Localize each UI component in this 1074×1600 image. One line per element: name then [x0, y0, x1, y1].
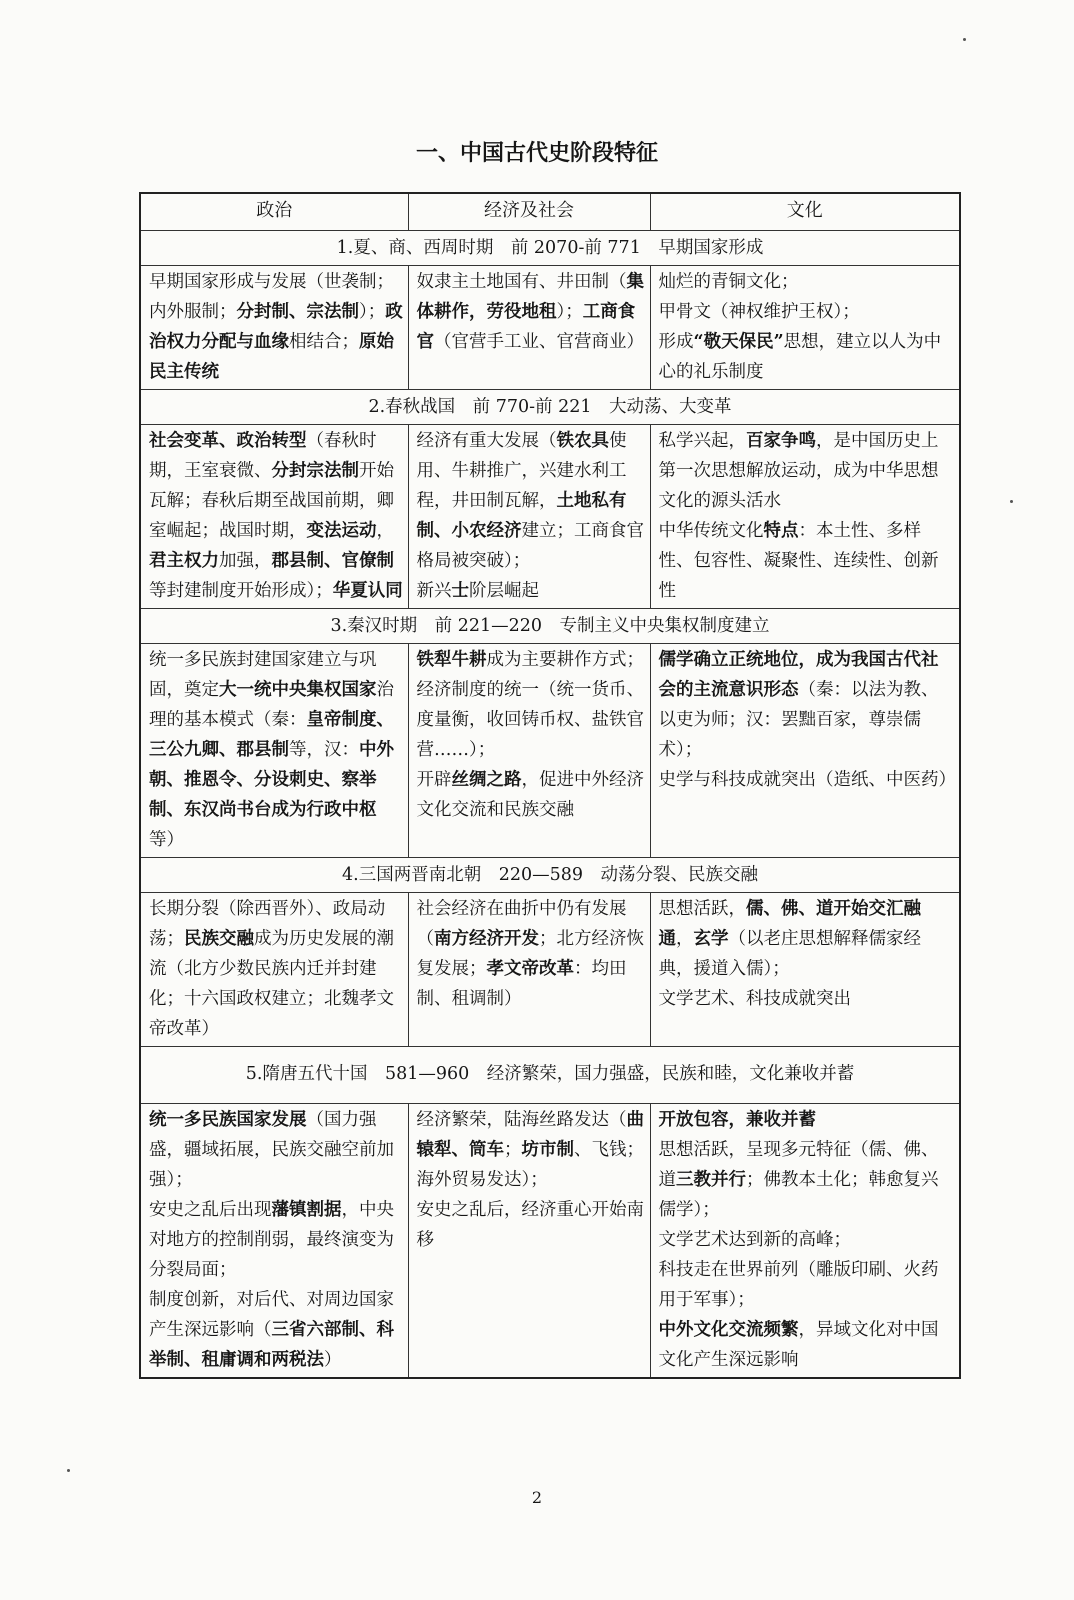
period-title: 1.夏、商、西周时期 前 2070-前 771 早期国家形成 [140, 231, 960, 266]
cell-text: ） [324, 1350, 342, 1370]
cell-text: 新兴 [416, 581, 452, 601]
cell-text: 使用、牛耕推广，兴建水利工程，井田制瓦解， [416, 431, 627, 511]
cell-text: ：均田制、租调制） [416, 959, 627, 1009]
emphasized-text: 南方经济开发 [434, 929, 539, 949]
cell-text: 相结合； [289, 332, 359, 352]
emphasized-text: 特点 [763, 521, 799, 541]
period-title: 4.三国两晋南北朝 220—589 动荡分裂、民族交融 [140, 858, 960, 893]
economy-cell [408, 266, 650, 390]
cell-text: ；北方经济恢复发展； [416, 929, 644, 979]
emphasized-text: 儒、佛、道开始交汇融通 [658, 899, 921, 949]
politics-cell [140, 266, 408, 390]
emphasized-text: 分封制、宗法制 [236, 302, 359, 322]
emphasized-text: 曲辕犁、筒车 [416, 1110, 644, 1160]
period-title: 2.春秋战国 前 770-前 221 大动荡、大变革 [140, 390, 960, 425]
cell-text: 阶层崛起 [469, 581, 539, 601]
page-number: 2 [531, 1488, 543, 1507]
emphasized-text: 士 [451, 581, 469, 601]
emphasized-text: 三教并行 [676, 1170, 746, 1190]
scan-speck [1010, 500, 1013, 503]
cell-text: 中华传统文化 [658, 521, 764, 541]
emphasized-text: 铁犁牛耕 [416, 650, 487, 670]
cell-text: 奴隶主土地国有、井田制（ [416, 272, 627, 292]
cell-text: ， [676, 929, 694, 949]
emphasized-text: 玄学 [693, 929, 729, 949]
emphasized-text: 工商食官 [416, 302, 636, 352]
emphasized-text: 三省六部制、科举制、租庸调和两税法 [149, 1320, 394, 1370]
cell-text: 安史之乱后出现 [149, 1200, 272, 1220]
cell-text: 经济繁荣，陆海丝路发达（ [416, 1110, 627, 1130]
cell-text: 思想活跃， [658, 899, 746, 919]
period-content-row [140, 893, 960, 1047]
history-table [139, 192, 961, 1379]
cell-text: 科技走在世界前列（雕版印刷、火药用于军事）； [658, 1260, 939, 1310]
politics-cell [140, 644, 408, 858]
period-title-row [140, 231, 960, 266]
cell-text: 经济有重大发展（ [416, 431, 557, 451]
emphasized-text: 孝文帝改革 [486, 959, 574, 979]
cell-text: 开辟 [416, 770, 452, 790]
emphasized-text: 集体耕作，劳役地租 [416, 272, 644, 322]
cell-text: 安史之乱后，经济重心开始南移 [416, 1200, 644, 1250]
cell-text: 经济制度的统一（统一货币、度量衡，收回铸币权、盐铁官营……）； [416, 680, 644, 760]
cell-text: （官营手工业、官营商业） [434, 332, 644, 352]
emphasized-text: 皇帝制度、三公九卿、郡县制 [149, 710, 394, 760]
emphasized-text: 君主权力 [149, 551, 219, 571]
cell-text: ，中央对地方的控制削弱，最终演变为分裂局面； [149, 1200, 394, 1280]
emphasized-text: 铁农具 [556, 431, 609, 451]
cell-text: 灿烂的青铜文化； [658, 272, 799, 292]
period-content-row [140, 644, 960, 858]
cell-text: ； [504, 1140, 522, 1160]
culture-cell [650, 893, 960, 1047]
cell-text: ，异域文化对中国文化产生深远影响 [658, 1320, 939, 1370]
period-title-row [140, 1047, 960, 1104]
header-economy-society: 经济及社会 [408, 193, 650, 231]
cell-text: 开始瓦解；春秋后期至战国前期，卿室崛起；战国时期， [149, 461, 394, 541]
cell-text: 文学艺术达到新的高峰； [658, 1230, 851, 1250]
emphasized-text: 中外朝、推恩令、分设刺史、察举制、东汉尚书台成为行政中枢 [149, 740, 394, 820]
economy-cell [408, 893, 650, 1047]
emphasized-text: 丝绸之路 [451, 770, 522, 790]
emphasized-text: 原始民主传统 [149, 332, 394, 382]
emphasized-text: 社会变革、政治转型 [149, 431, 307, 451]
cell-text: 等，汉： [289, 740, 359, 760]
emphasized-text: 华夏认同 [332, 581, 403, 601]
period-content-row [140, 266, 960, 390]
culture-cell [650, 425, 960, 609]
politics-cell [140, 1104, 408, 1379]
politics-cell [140, 893, 408, 1047]
emphasized-text: 变法运动 [306, 521, 377, 541]
cell-text: （春秋时期，王室衰微、 [149, 431, 377, 481]
cell-text: 成为主要耕作方式； [486, 650, 644, 670]
cell-text: ）； [359, 302, 386, 322]
page-title: 一、中国古代史阶段特征 [415, 141, 658, 166]
cell-text: 成为历史发展的潮流（北方少数民族内迁并封建化；十六国政权建立；北魏孝文帝改革） [149, 929, 394, 1039]
cell-text: ：本土性、多样性、包容性、凝聚性、连续性、创新性 [658, 521, 939, 601]
cell-text: 史学与科技成就突出（造纸、中医药） [658, 770, 956, 790]
header-culture: 文化 [650, 193, 960, 231]
emphasized-text: 儒学确立正统地位，成为我国古代社会的主流意识形态 [658, 650, 939, 700]
cell-text: 长期分裂（除西晋外）、政局动荡； [149, 899, 386, 949]
cell-text: 、飞钱；海外贸易发达）； [416, 1140, 644, 1190]
economy-cell [408, 644, 650, 858]
cell-text: （以老庄思想解释儒家经典，援道入儒）； [658, 929, 921, 979]
cell-text: 等封建制度开始形成）； [149, 581, 333, 601]
emphasized-text: 大一统中央集权国家 [219, 680, 377, 700]
economy-cell [408, 1104, 650, 1379]
cell-text: 私学兴起， [658, 431, 746, 451]
period-title-row [140, 609, 960, 644]
emphasized-text: 中外文化交流频繁 [658, 1320, 799, 1340]
period-title-row [140, 858, 960, 893]
emphasized-text: 民族交融 [184, 929, 254, 949]
header-row [140, 193, 960, 231]
period-title: 3.秦汉时期 前 221—220 专制主义中央集权制度建立 [140, 609, 960, 644]
cell-text: 甲骨文（神权维护王权）； [658, 302, 860, 322]
cell-text: ，是中国历史上第一次思想解放运动，成为中华思想文化的源头活水 [658, 431, 939, 511]
cell-text: 早期国家形成与发展（世袭制；内外服制； [149, 272, 394, 322]
period-title-row [140, 390, 960, 425]
emphasized-text: 开放包容，兼收并蓄 [658, 1110, 816, 1130]
emphasized-text: 坊市制 [521, 1140, 574, 1160]
cell-text: ；佛教本土化；韩愈复兴儒学）； [658, 1170, 939, 1220]
emphasized-text: 土地私有制、小农经济 [416, 491, 627, 541]
cell-text: ，促进中外经济文化交流和民族交融 [416, 770, 644, 820]
emphasized-text: 郡县制、官僚制 [271, 551, 394, 571]
cell-text: （国力强盛，疆域拓展，民族交融空前加强）； [149, 1110, 394, 1190]
cell-text: 制度创新，对后代、对周边国家产生深远影响（ [149, 1290, 394, 1340]
cell-text: 建立；工商食官格局被突破）； [416, 521, 644, 571]
scan-speck [963, 38, 966, 41]
scan-speck [67, 1469, 70, 1472]
politics-cell [140, 425, 408, 609]
cell-text: 文学艺术、科技成就突出 [658, 989, 851, 1009]
cell-text: （秦：以法为教、以吏为师；汉：罢黜百家，尊崇儒术）； [658, 680, 939, 760]
emphasized-text: 藩镇割据 [271, 1200, 342, 1220]
economy-cell [408, 425, 650, 609]
emphasized-text: 百家争鸣 [746, 431, 816, 451]
cell-text: ， [376, 521, 394, 541]
emphasized-text: 分封宗法制 [271, 461, 359, 481]
emphasized-text: 统一多民族国家发展 [149, 1110, 307, 1130]
cell-text: 思想，建立以人为中心的礼乐制度 [658, 332, 942, 382]
period-content-row [140, 1104, 960, 1379]
cell-text: 等） [149, 830, 184, 850]
header-politics: 政治 [140, 193, 408, 231]
emphasized-text: “敬天保民” [693, 332, 784, 352]
culture-cell [650, 1104, 960, 1379]
emphasized-text: 政治权力分配与血缘 [149, 302, 403, 352]
period-title: 5.隋唐五代十国 581—960 经济繁荣，国力强盛，民族和睦，文化兼收并蓄 [140, 1047, 960, 1104]
cell-text: ）； [556, 302, 583, 322]
cell-text: 统一多民族封建国家建立与巩固，奠定 [149, 650, 377, 700]
period-content-row [140, 425, 960, 609]
cell-text: 形成 [658, 332, 694, 352]
culture-cell [650, 644, 960, 858]
culture-cell [650, 266, 960, 390]
cell-text: 社会经济在曲折中仍有发展（ [416, 899, 627, 949]
cell-text: 思想活跃，呈现多元特征（儒、佛、道 [658, 1140, 939, 1190]
cell-text: 加强， [219, 551, 272, 571]
cell-text: 治理的基本模式（秦： [149, 680, 394, 730]
